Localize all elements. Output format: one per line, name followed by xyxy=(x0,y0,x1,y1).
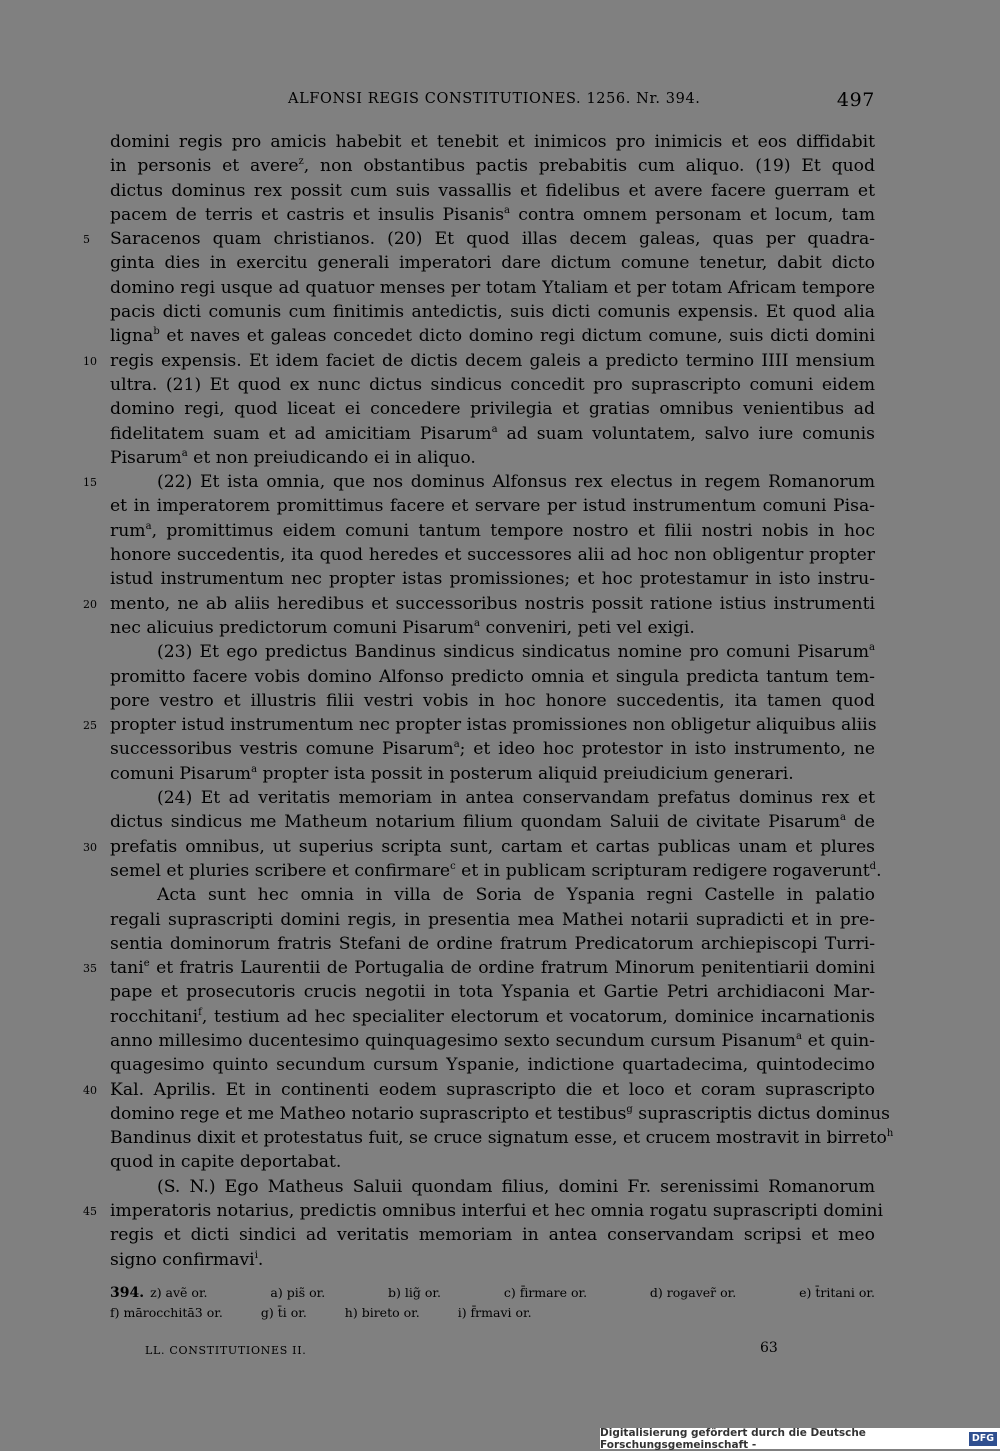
footnote-marker: a xyxy=(840,812,846,824)
line-number: 35 xyxy=(83,962,97,976)
text-segment: domino rege et me Matheo notario suprascripto et testibus xyxy=(110,1103,627,1124)
text-segment: ; et ideo hoc protestor in isto instrumento, ne xyxy=(459,739,876,760)
main-text xyxy=(83,130,894,1272)
text-segment: pacem de terris et castris et insulis Pisanis xyxy=(110,204,505,225)
text-line xyxy=(110,397,875,421)
dfg-funding-bar xyxy=(600,1428,1000,1449)
text-segment: et non preiudicando ei in aliquo. xyxy=(187,447,476,468)
running-head xyxy=(110,91,875,113)
text-segment: signo confirmavi xyxy=(110,1249,255,1270)
text-line xyxy=(110,640,875,664)
footnote-marker: h xyxy=(886,1128,894,1140)
footnote: d) rogaver̃ or. xyxy=(649,1285,737,1300)
text-line xyxy=(110,1175,875,1199)
text-line xyxy=(110,859,882,883)
text-segment: conveniri, peti vel exigi. xyxy=(480,617,695,638)
text-segment: istud instrumentum nec propter istas promissiones; et hoc protestamur in isto instru- xyxy=(110,569,875,590)
text-line xyxy=(110,1005,875,1029)
footnote-row xyxy=(110,1283,875,1303)
footer-series-title: LL. CONSTITUTIONES II. xyxy=(145,1344,307,1357)
text-line xyxy=(110,1029,875,1053)
text-line xyxy=(110,883,875,907)
text-line xyxy=(110,980,875,1004)
footnote-marker: a xyxy=(474,617,480,629)
text-segment: , testium ad hec specialiter electorum et vocatorum, dominice incarnationis xyxy=(201,1006,875,1027)
text-line xyxy=(110,1126,894,1150)
text-segment: honore succedentis, ita quod heredes et successores alii ad hoc non obligentur propter xyxy=(110,545,875,566)
text-line xyxy=(83,592,875,616)
text-segment: propter istud instrumentum nec propter istas promissiones non obligetur aliquibus aliis xyxy=(110,715,877,736)
text-segment: de xyxy=(845,812,875,833)
footer-sheet-number: 63 xyxy=(760,1340,778,1356)
footnote-marker: a xyxy=(491,423,498,435)
dfg-logo: DFG xyxy=(969,1432,997,1446)
page-number: 497 xyxy=(836,89,875,111)
text-line xyxy=(110,130,875,154)
text-segment: . xyxy=(876,860,882,881)
text-segment: . xyxy=(257,1249,264,1270)
text-segment: et fratris Laurentii de Portugalia de ordine fratrum Minorum penitentiarii domini xyxy=(149,958,875,979)
text-segment: domini regis pro amicis habebit et tenebit et inimicos pro inimicis et eos diffidabit xyxy=(110,132,875,152)
footnote-row xyxy=(110,1303,875,1323)
text-line xyxy=(110,494,875,518)
text-segment: propter ista possit in posterum aliquid preiudicium generari. xyxy=(257,763,794,784)
text-line xyxy=(110,616,875,640)
text-segment: Saracenos quam christianos. (20) Et quod illas decem galeas, quas per quadra- xyxy=(110,229,875,250)
text-line xyxy=(110,665,875,689)
footnote-marker: a xyxy=(869,642,875,654)
text-segment: , non obstantibus pactis prebabitis cum aliquo. (19) Et quod xyxy=(303,156,876,177)
text-segment: fidelitatem suam et ad amicitiam Pisarum xyxy=(110,423,492,444)
text-segment: ultra. (21) Et quod ex nunc dictus sindicus concedit pro suprascripto comuni eidem xyxy=(110,374,875,395)
footnotes xyxy=(110,1283,875,1323)
text-segment: comuni Pisarum xyxy=(110,763,252,784)
line-number: 20 xyxy=(83,597,97,611)
footnote-marker: f xyxy=(198,1006,202,1018)
running-head-title: ALFONSI REGIS CONSTITUTIONES. 1256. Nr. 394. xyxy=(288,91,701,107)
text-segment: rum xyxy=(110,520,146,541)
footnote: g) t̄i or. xyxy=(260,1305,307,1320)
text-segment: domino regi, quod liceat ei concedere privilegia et gratias omnibus venientibus ad xyxy=(110,399,875,420)
text-segment: (S. N.) Ego Matheus Saluii quondam filius, domini Fr. serenissimi Romanorum xyxy=(157,1176,875,1197)
text-line xyxy=(110,519,875,543)
text-line xyxy=(110,1053,875,1077)
text-segment: , promittimus eidem comuni tantum tempore nostro et filii nostri nobis in hoc xyxy=(151,520,875,541)
footnote-marker: a xyxy=(181,447,188,459)
text-segment: et naves et galeas concedet dicto domino regi dictum comune, suis dicti domini xyxy=(159,326,875,347)
text-segment: mento, ne ab aliis heredibus et successoribus nostris possit ratione istius instrumenti xyxy=(110,593,875,614)
text-segment: (22) Et ista omnia, que nos dominus Alfonsus rex electus in regem Romanorum xyxy=(157,472,875,493)
text-segment: quod in capite deportabat. xyxy=(110,1152,342,1173)
text-segment: regis et dicti sindici ad veritatis memoriam in antea conservandam scripsi et meo xyxy=(110,1225,875,1246)
text-line xyxy=(83,470,875,494)
text-line xyxy=(110,543,875,567)
text-segment: quagesimo quinto secundum cursum Yspanie, indictione quartadecima, quintodecimo xyxy=(110,1055,875,1076)
text-segment: contra omnem personam et locum, tam xyxy=(510,204,875,225)
line-number: 45 xyxy=(83,1205,97,1219)
text-line xyxy=(110,1223,875,1247)
footnote-marker: i xyxy=(254,1249,258,1261)
line-number: 40 xyxy=(83,1083,97,1097)
text-segment: anno millesimo ducentesimo quinquagesimo sexto secundum cursum Pisanum xyxy=(110,1030,796,1051)
text-segment: ad suam voluntatem, salvo iure comunis xyxy=(497,423,875,444)
footnote-marker: a xyxy=(795,1030,802,1042)
footnote: f) mārocchitā3 or. xyxy=(110,1305,223,1320)
text-line xyxy=(110,251,875,275)
footnote-marker: b xyxy=(153,326,160,338)
text-segment: Pisarum xyxy=(110,447,182,468)
footnote-marker: d xyxy=(869,860,877,872)
text-segment: promitto facere vobis domino Alfonso predicto omnia et singula predicta tantum tem- xyxy=(110,666,875,687)
text-line xyxy=(83,1078,875,1102)
text-segment: prefatis omnibus, ut superius scripta sunt, cartam et cartas publicas unam et plures xyxy=(110,836,875,857)
text-segment: suprascriptis dictus dominus xyxy=(632,1103,890,1124)
footnote-marker: g xyxy=(626,1103,633,1115)
text-segment: tani xyxy=(110,958,144,979)
text-segment: Kal. Aprilis. Et in continenti eodem suprascripto die et loco et coram suprascripto xyxy=(110,1079,875,1100)
text-line xyxy=(83,227,875,251)
text-line xyxy=(110,276,875,300)
text-line xyxy=(110,300,875,324)
line-number: 30 xyxy=(83,840,97,854)
text-line xyxy=(110,737,875,761)
text-line xyxy=(110,1102,890,1126)
text-segment: semel et pluries scribere et confirmare xyxy=(110,860,451,881)
text-segment: ligna xyxy=(110,326,154,347)
text-segment: regali suprascripti domini regis, in presentia mea Mathei notarii supradicti et in pre- xyxy=(110,909,875,930)
footnote: a) pis̃ or. xyxy=(270,1285,326,1300)
text-line xyxy=(110,154,875,178)
footnote-marker: a xyxy=(453,739,460,751)
text-segment: sentia dominorum fratris Stefani de ordine fratrum Predicatorum archiepiscopi Turri- xyxy=(110,933,875,954)
text-line xyxy=(110,932,875,956)
text-line xyxy=(110,1150,875,1174)
footnote: b) lig̃ or. xyxy=(388,1285,441,1300)
text-segment: rocchitani xyxy=(110,1006,199,1027)
footnote: i) f̄rmavi or. xyxy=(457,1305,532,1320)
text-segment: et in imperatorem promittimus facere et servare per istud instrumentum comuni Pisa- xyxy=(110,496,875,517)
footnote-marker: z xyxy=(298,156,304,168)
line-number: 15 xyxy=(83,476,97,490)
text-segment: domino regi usque ad quatuor menses per totam Ytaliam et per totam Africam tempore xyxy=(110,277,875,298)
footnote-marker: a xyxy=(504,204,511,216)
text-line xyxy=(110,203,875,227)
text-line xyxy=(110,324,875,348)
text-line xyxy=(110,373,875,397)
footnote-marker: c xyxy=(450,860,456,872)
text-segment: successoribus vestris comune Pisarum xyxy=(110,739,454,760)
text-segment: et quin- xyxy=(801,1030,875,1051)
text-line xyxy=(110,810,875,834)
text-segment: in personis et avere xyxy=(110,156,299,177)
text-segment: ginta dies in exercitu generali imperatori dare dictum comune tenetur, dabit dicto xyxy=(110,253,875,274)
footnote-marker: a xyxy=(145,520,152,532)
text-segment: imperatoris notarius, predictis omnibus interfui et hec omnia rogatu suprascripti domini xyxy=(110,1201,883,1222)
footnote: h) bireto or. xyxy=(344,1305,420,1320)
line-number: 25 xyxy=(83,719,97,733)
text-segment: pore vestro et illustris filii vestri vobis in hoc honore succedentis, ita tamen quod xyxy=(110,690,875,711)
text-line xyxy=(110,762,875,786)
text-line xyxy=(110,689,875,713)
text-segment: pacis dicti comunis cum finitimis antedictis, suis dicti comunis expensis. Et quod alia xyxy=(110,302,875,323)
footnote: z) avẽ or. xyxy=(150,1285,208,1300)
document-number: 394. xyxy=(110,1285,145,1301)
text-line xyxy=(110,422,875,446)
footnote: e) t̄ritani or. xyxy=(799,1285,875,1300)
line-number: 5 xyxy=(83,233,90,247)
text-segment: regis expensis. Et idem faciet de dictis decem galeis a predicto termino IIII mensium xyxy=(110,350,875,371)
text-line xyxy=(110,567,875,591)
footnote-marker: a xyxy=(251,763,258,775)
dfg-funding-text: Digitalisierung gefördert durch die Deutsche Forschungsgemeinschaft - xyxy=(600,1426,866,1451)
footnote: c) f̄irmare or. xyxy=(503,1285,588,1300)
text-segment: pape et prosecutoris crucis negotii in tota Yspania et Gartie Petri archidiaconi Mar- xyxy=(110,982,875,1003)
text-line xyxy=(83,349,875,373)
text-line xyxy=(83,835,875,859)
text-segment: dictus dominus rex possit cum suis vassallis et fidelibus et avere facere guerram et xyxy=(110,180,875,201)
text-segment: (24) Et ad veritatis memoriam in antea conservandam prefatus dominus rex et xyxy=(157,788,875,809)
text-segment: et in publicam scripturam redigere rogaverunt xyxy=(455,860,870,881)
text-line xyxy=(110,446,875,470)
footnote-marker: e xyxy=(143,958,150,970)
text-line xyxy=(110,1248,875,1272)
text-line xyxy=(110,179,875,203)
text-segment: Bandinus dixit et protestatus fuit, se cruce signatum esse, et crucem mostravit in birreto xyxy=(110,1128,887,1149)
text-line xyxy=(110,786,875,810)
text-line xyxy=(83,713,877,737)
text-line xyxy=(110,908,875,932)
text-segment: nec alicuius predictorum comuni Pisarum xyxy=(110,617,475,638)
line-number: 10 xyxy=(83,354,97,368)
text-segment: dictus sindicus me Matheum notarium filium quondam Saluii de civitate Pisarum xyxy=(110,812,841,833)
text-segment: Acta sunt hec omnia in villa de Soria de Yspania regni Castelle in palatio xyxy=(157,885,875,906)
text-line xyxy=(83,956,875,980)
text-line xyxy=(83,1199,883,1223)
text-segment: (23) Et ego predictus Bandinus sindicus sindicatus nomine pro comuni Pisarum xyxy=(157,642,870,663)
